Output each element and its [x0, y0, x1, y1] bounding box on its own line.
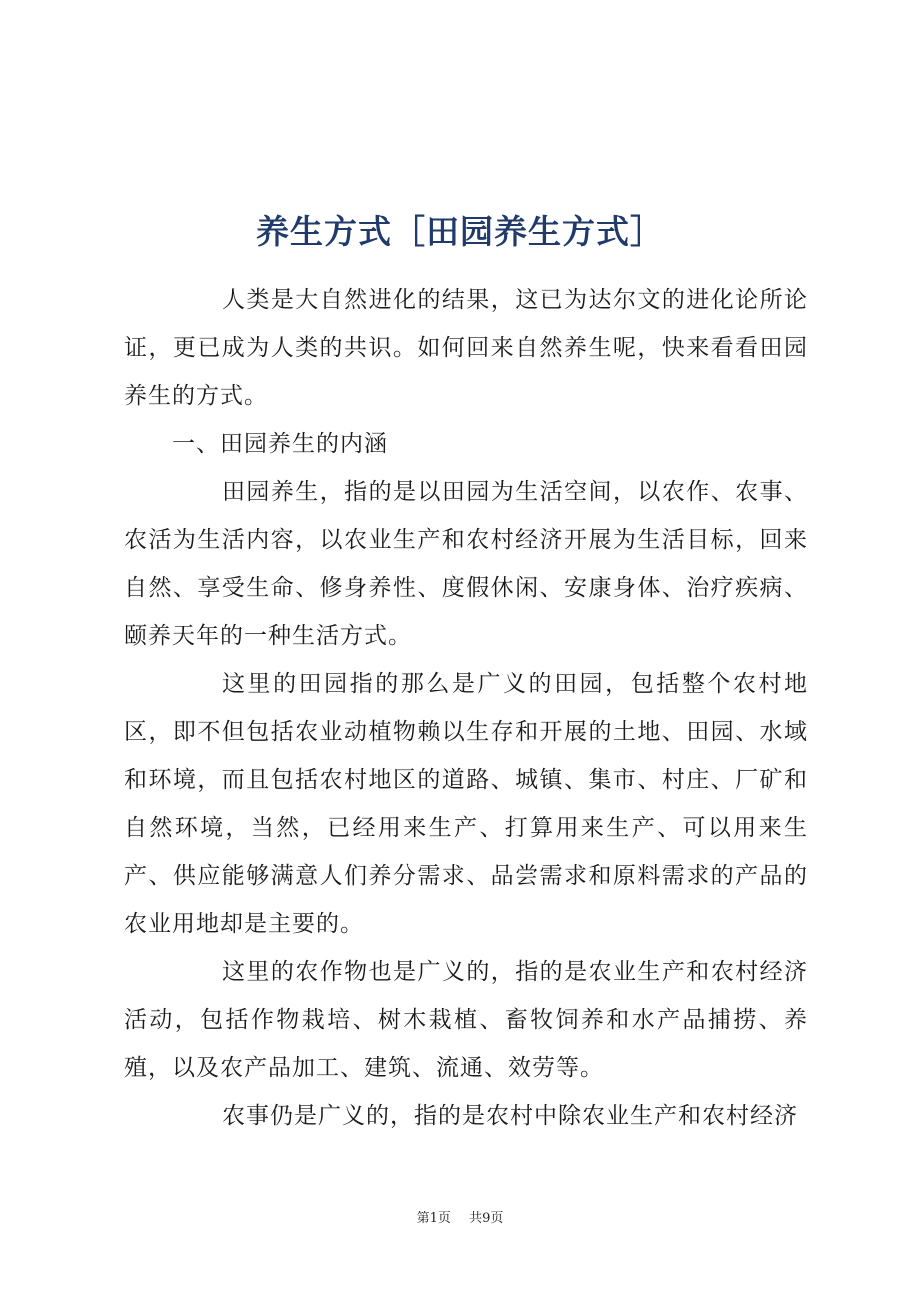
page-total: 共9页	[469, 1211, 504, 1226]
page-footer	[0, 1207, 920, 1226]
paragraph-intro: 人类是大自然进化的结果，这已为达尔文的进化论所论证，更已成为人类的共识。如何回来自然养生呢，快来看看田园养生的方式。	[124, 287, 808, 409]
section-heading: 一、田园养生的内涵	[172, 431, 388, 457]
paragraph-definition: 田园养生，指的是以田园为生活空间，以农作、农事、农活为生活内容，以农业生产和农村经济开展为生活目标，回来自然、享受生命、修身养性、度假休闲、安康身体、治疗疾病、颐养天年的一种生活方式。	[124, 479, 808, 649]
page-number: 第1页	[416, 1211, 451, 1226]
paragraph-crops-scope: 这里的农作物也是广义的，指的是农业生产和农村经济活动，包括作物栽培、树木栽植、畜牧饲养和水产品捕捞、养殖，以及农产品加工、建筑、流通、效劳等。	[124, 959, 808, 1081]
document-title: 养生方式［田园养生方式］	[256, 212, 664, 252]
paragraph-field-scope: 这里的田园指的那么是广义的田园，包括整个农村地区，即不但包括农业动植物赖以生存和开展的土地、田园、水域和环境，而且包括农村地区的道路、城镇、集市、村庄、厂矿和自然环境，当然，已经用来生产、打算用来生产、可以用来生产、供应能够满意人们养分需求、品尝需求和原料需求的产品的农业用地却是主要的。	[124, 671, 808, 937]
paragraph-farm-affairs: 农事仍是广义的，指的是农村中除农业生产和农村经济	[222, 1103, 798, 1129]
document-body	[124, 276, 808, 1140]
